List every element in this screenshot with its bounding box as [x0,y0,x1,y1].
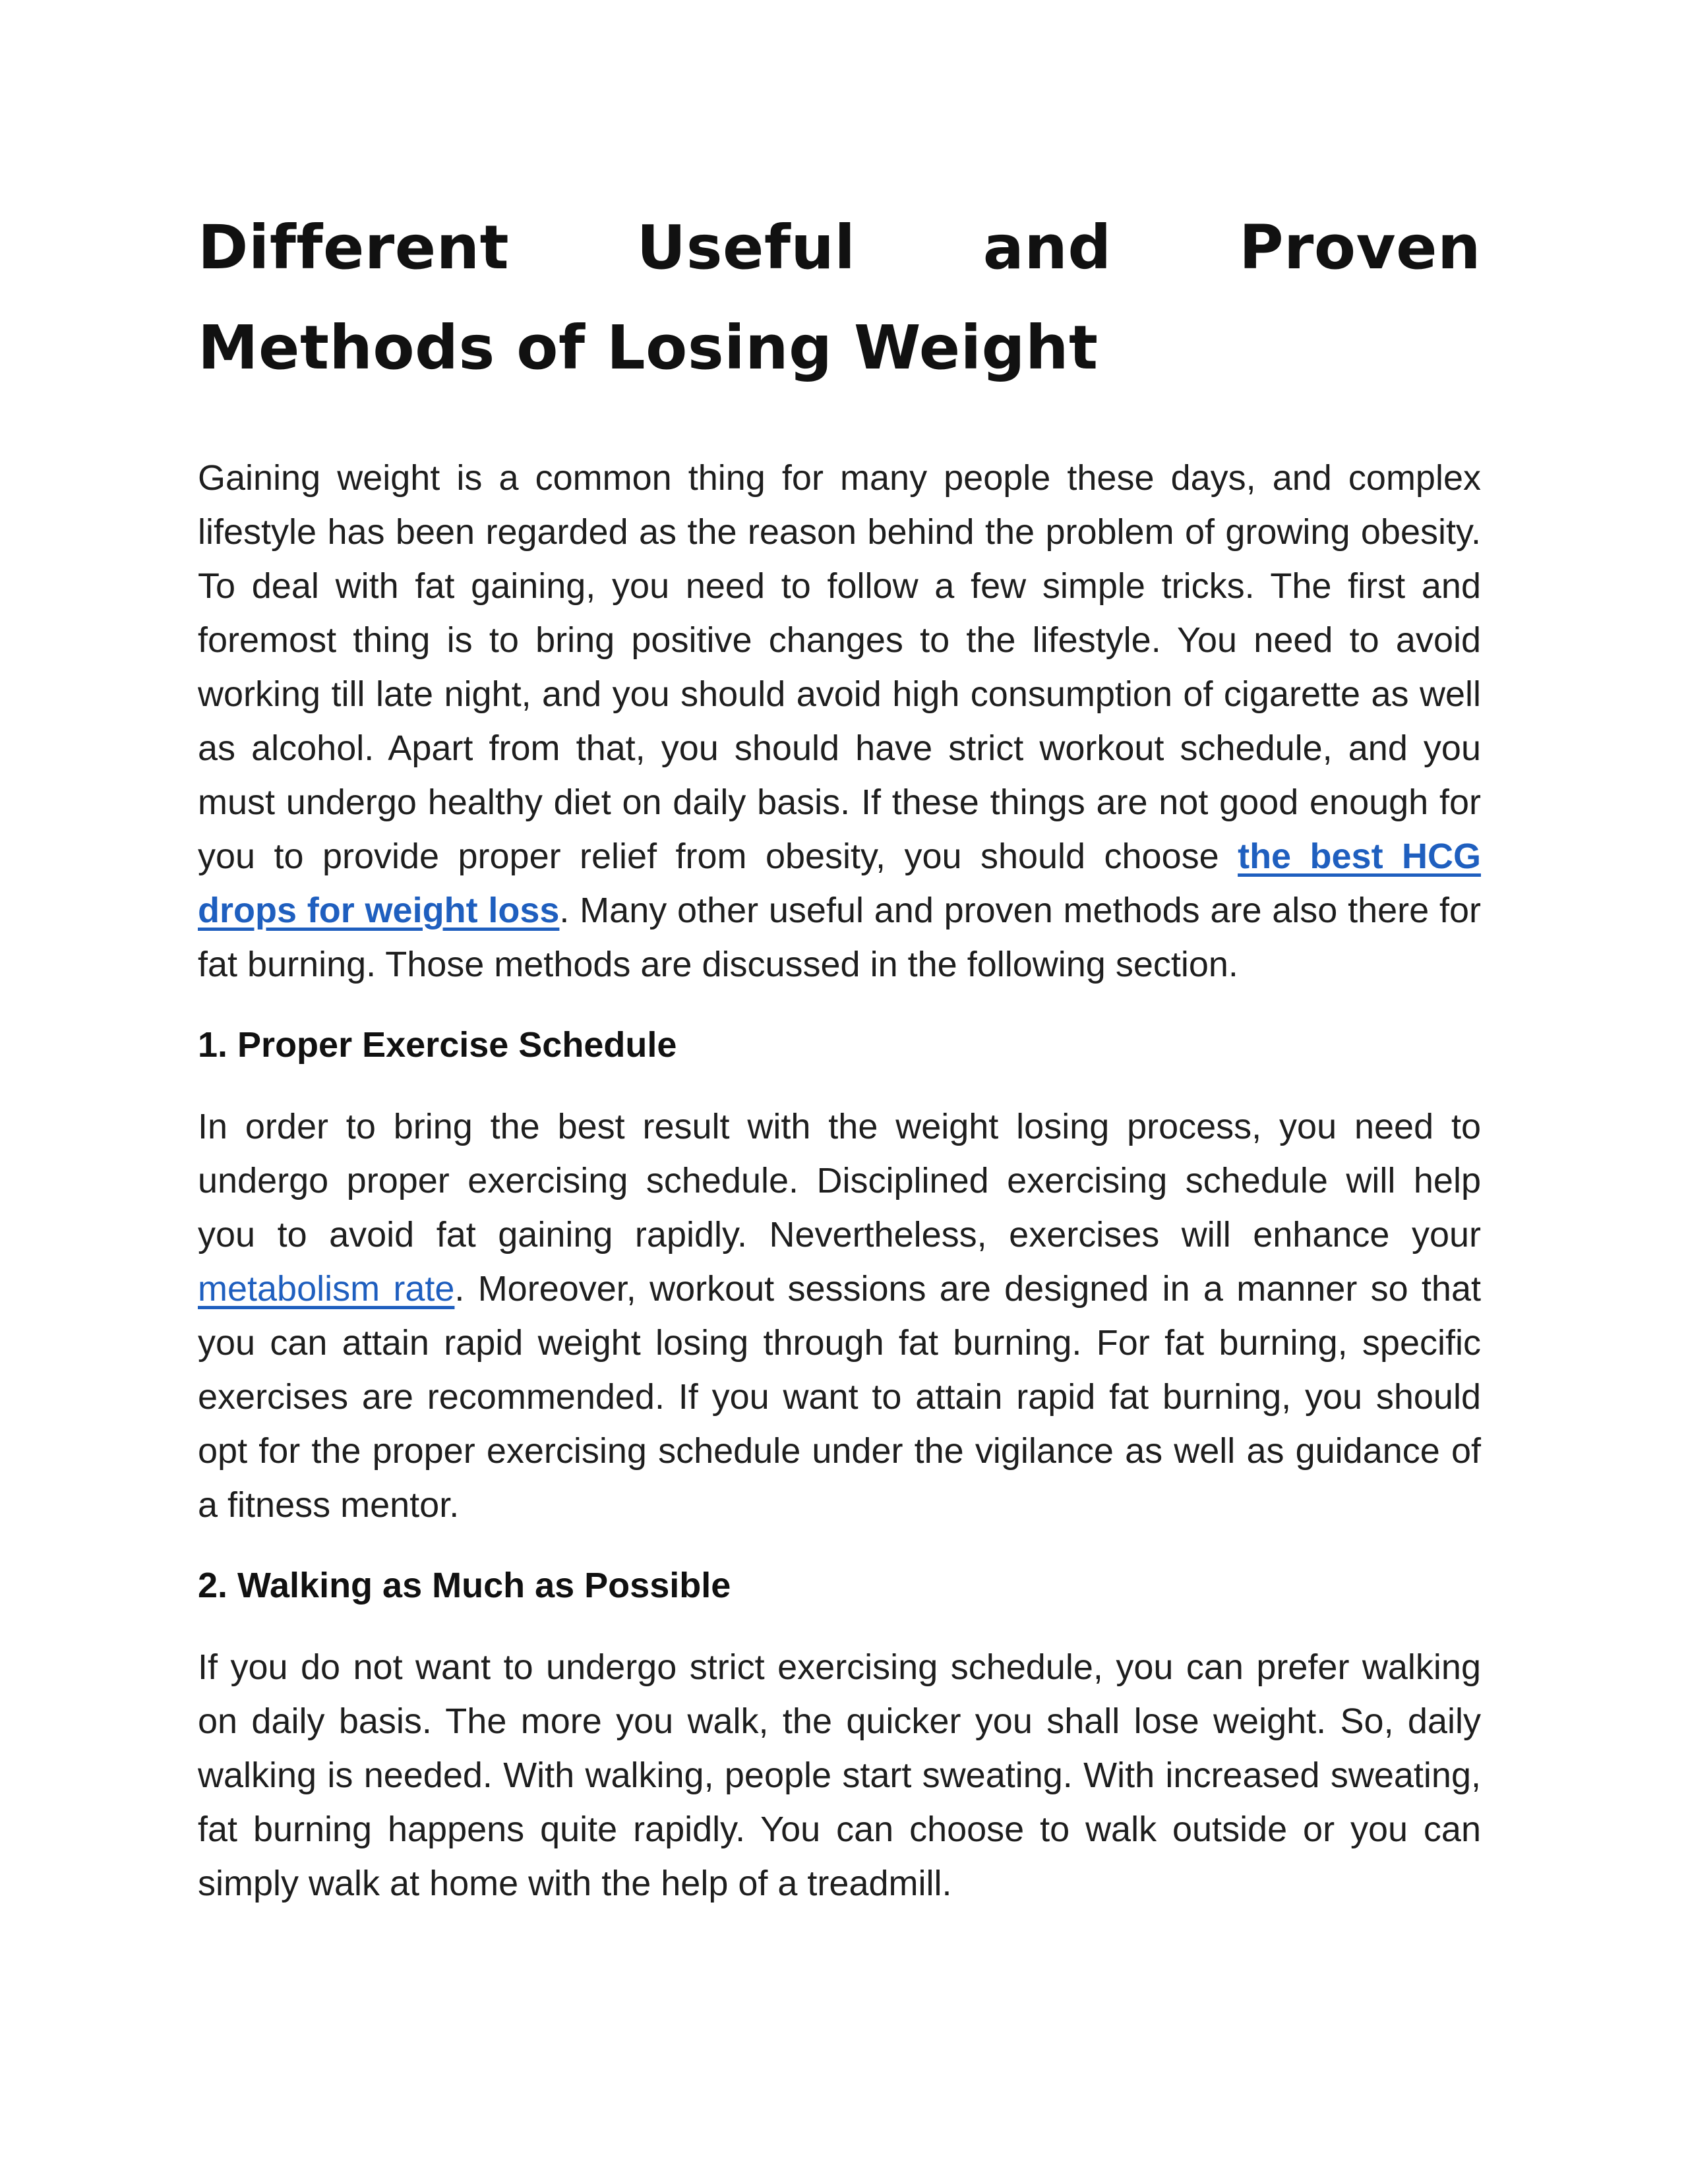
section-paragraph-exercise [198,1100,1481,1532]
hcg-drops-link[interactable]: the best HCG drops for weight loss [198,837,1481,930]
intro-text-start: Gaining weight is a common thing for many people these days, and complex lifestyle has been regarded as the reason behind the problem of growing obesity. To deal with fat gaining, you need to follow a few simple tricks. The first and foremost thing is to bring positive changes to the lifestyle. You need to avoid working till late night, and you should avoid high consumption of cigarette as well as alcohol. Apart from that, you should have strict workout schedule, and you must undergo healthy diet on daily basis. If these things are not good enough for you to provide proper relief from obesity, you should choose [198,458,1481,876]
section-heading-exercise: 1. Proper Exercise Schedule [198,1025,677,1065]
page-title: Different Useful and Proven Methods of Losing Weight [198,212,1481,383]
section-heading-walking: 2. Walking as Much as Possible [198,1566,731,1605]
metabolism-rate-link[interactable]: metabolism rate [198,1269,455,1309]
exercise-text-end: . Moreover, workout sessions are designed in a manner so that you can attain rapid weight losing through fat burning. For fat burning, specific exercises are recommended. If you want to attain rapid fat burning, you should opt for the proper exercising schedule under the vigilance as well as guidance of a fitness mentor. [198,1269,1481,1525]
section-paragraph-walking: If you do not want to undergo strict exercising schedule, you can prefer walking on daily basis. The more you walk, the quicker you shall lose weight. So, daily walking is needed. With walking, people start sweating. With increased sweating, fat burning happens quite rapidly. You can choose to walk outside or you can simply walk at home with the help of a treadmill. [198,1647,1481,1903]
document-page [198,198,1481,1910]
exercise-text-start: In order to bring the best result with the weight losing process, you need to undergo proper exercising schedule. Disciplined exercising schedule will help you to avoid fat gaining rapidly. Nevertheless, exercises will enhance your [198,1107,1481,1254]
intro-text-end: . Many other useful and proven methods are also there for fat burning. Those methods are discussed in the following section. [198,891,1481,984]
intro-paragraph [198,451,1481,991]
